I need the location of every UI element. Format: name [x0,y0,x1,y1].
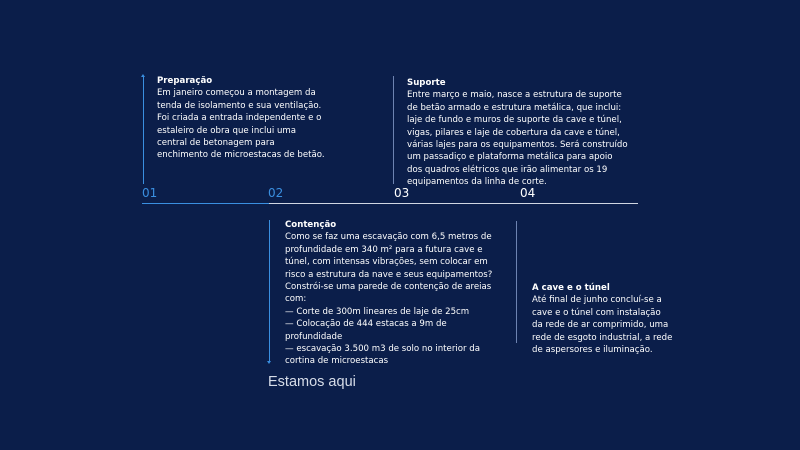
block-line: Como se faz uma escavação com 6,5 metros de [285,232,492,243]
block-suporte [407,77,628,189]
block-line: cortina de microestacas [285,356,389,367]
block-line: túnel, com intensas vibrações, sem colocar em [285,257,488,268]
block-line: de aspersores e iluminação. [532,345,653,356]
block-line: profundidade em 340 m² para a futura cave e [285,244,483,255]
block-line: Constrói-se uma parede de contenção de areias [285,282,492,293]
block-line: Entre março e maio, nasce a estrutura de suporte [407,90,622,101]
connector-arrow-01 [141,74,145,77]
connector-line-01 [143,76,144,184]
block-line: rede de esgoto industrial, a rede [532,332,673,343]
block-line: várias lajes para os equipamentos. Será construído [407,140,628,151]
timeline-step-03: 03 [394,186,410,200]
block-line: estaleiro de obra que inclui uma [157,125,297,136]
connector-line-04 [516,221,517,343]
block-line: dos quadros elétricos que irão alimentar os 19 [407,164,608,175]
block-cave-tunel [532,282,672,356]
block-preparacao [157,75,325,162]
block-title: Suporte [407,78,446,88]
block-line: — Colocação de 444 estacas a 9m de [285,319,447,330]
block-line: central de betonagem para [157,138,275,149]
block-contencao [285,219,492,368]
block-line: Foi criada a entrada independente e o [157,113,322,124]
timeline-step-04: 04 [520,186,536,200]
timeline-progress-bar [142,203,269,204]
block-line: laje de fundo e muros de suporte da cave e túnel, [407,115,622,126]
timeline-remaining-bar [269,203,638,204]
connector-arrow-02 [267,361,271,364]
block-line: da rede de ar comprimido, uma [532,320,669,331]
block-title: Preparação [157,76,213,86]
block-line: — escavação 3.500 m3 de solo no interior da [285,344,480,355]
block-line: — Corte de 300m lineares de laje de 25cm [285,306,470,317]
block-line: Até final de junho concluí-se a [532,295,662,306]
current-position-label: Estamos aqui [268,374,356,390]
block-line: equipamentos da linha de corte. [407,177,547,188]
timeline-step-01: 01 [142,186,158,200]
block-line: Em janeiro começou a montagem da [157,88,316,99]
block-line: vigas, pilares e laje de cobertura da cave e túnel, [407,127,620,138]
block-line: um passadiço e plataforma metálica para apoio [407,152,613,163]
block-line: risco a estrutura da nave e seus equipamentos? [285,269,493,280]
connector-line-02 [269,220,270,362]
block-line: enchimento de microestacas de betão. [157,150,325,161]
block-line: de betão armado e estrutura metálica, que inclui: [407,102,622,113]
timeline-step-02: 02 [268,186,284,200]
block-line: tenda de isolamento e sua ventilação. [157,100,322,111]
block-title: Contenção [285,220,337,230]
block-line: cave e o túnel com instalação [532,307,661,318]
block-line: profundidade [285,331,343,342]
connector-line-03 [393,76,394,184]
block-title: A cave e o túnel [532,283,610,293]
block-line: com: [285,294,307,305]
